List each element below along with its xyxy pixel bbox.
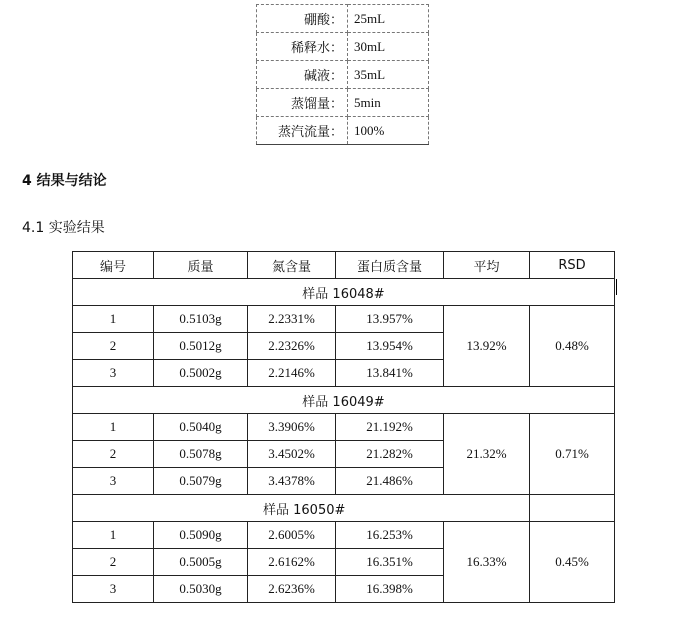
table-row <box>73 522 615 549</box>
group-label-row <box>73 387 615 414</box>
group-label: 样品 16049# <box>73 387 615 414</box>
cell-nitrogen: 3.4378% <box>248 468 336 495</box>
cell-number: 3 <box>73 360 154 387</box>
cell-mass: 0.5005g <box>154 549 248 576</box>
cell-number: 3 <box>73 468 154 495</box>
cell-number: 3 <box>73 576 154 603</box>
cell-rsd: 0.71% <box>530 414 615 495</box>
group-label-row <box>73 279 615 306</box>
header-number: 编号 <box>73 252 154 279</box>
cell-protein: 13.841% <box>336 360 444 387</box>
subsection-heading: 4.1 实验结果 <box>22 220 105 236</box>
header-mass: 质量 <box>154 252 248 279</box>
cell-mass: 0.5040g <box>154 414 248 441</box>
table-row <box>73 306 615 333</box>
cell-nitrogen: 2.2326% <box>248 333 336 360</box>
cell-nitrogen: 2.6162% <box>248 549 336 576</box>
cell-rsd: 0.45% <box>530 522 615 603</box>
cell-number: 2 <box>73 441 154 468</box>
cell-nitrogen: 2.6236% <box>248 576 336 603</box>
cell-mass: 0.5079g <box>154 468 248 495</box>
param-key: 蒸汽流量： <box>257 117 348 145</box>
cell-nitrogen: 2.6005% <box>248 522 336 549</box>
param-row <box>257 89 429 117</box>
results-header-row <box>73 252 615 279</box>
cell-nitrogen: 2.2331% <box>248 306 336 333</box>
param-value: 30mL <box>348 33 429 61</box>
cell-mass: 0.5030g <box>154 576 248 603</box>
cell-protein: 21.486% <box>336 468 444 495</box>
param-key: 稀释水： <box>257 33 348 61</box>
cell-mass: 0.5078g <box>154 441 248 468</box>
cell-rsd: 0.48% <box>530 306 615 387</box>
cell-protein: 13.954% <box>336 333 444 360</box>
cell-mass: 0.5002g <box>154 360 248 387</box>
cell-mass: 0.5103g <box>154 306 248 333</box>
cell-protein: 16.351% <box>336 549 444 576</box>
cell-number: 2 <box>73 549 154 576</box>
cell-nitrogen: 3.3906% <box>248 414 336 441</box>
group-label: 样品 16048# <box>73 279 615 306</box>
param-value: 100% <box>348 117 429 145</box>
cell-mass: 0.5090g <box>154 522 248 549</box>
cell-average: 21.32% <box>444 414 530 495</box>
param-row <box>257 5 429 33</box>
cell-mass: 0.5012g <box>154 333 248 360</box>
cell-protein: 16.253% <box>336 522 444 549</box>
header-nitrogen: 氮含量 <box>248 252 336 279</box>
param-key: 碱液： <box>257 61 348 89</box>
cell-nitrogen: 3.4502% <box>248 441 336 468</box>
group-label-row <box>73 495 615 522</box>
param-value: 5min <box>348 89 429 117</box>
cell-average: 13.92% <box>444 306 530 387</box>
cell-number: 1 <box>73 522 154 549</box>
cell-protein: 21.282% <box>336 441 444 468</box>
results-table <box>72 251 615 603</box>
param-row <box>257 33 429 61</box>
header-average: 平均 <box>444 252 530 279</box>
param-key: 硼酸： <box>257 5 348 33</box>
cell-number: 1 <box>73 306 154 333</box>
param-key: 蒸馏量： <box>257 89 348 117</box>
cell-protein: 13.957% <box>336 306 444 333</box>
cell-number: 2 <box>73 333 154 360</box>
section-heading: 4 结果与结论 <box>22 173 107 189</box>
table-row <box>73 414 615 441</box>
text-cursor <box>616 279 617 295</box>
group-label: 样品 16050# <box>73 495 530 522</box>
parameter-table <box>256 4 429 145</box>
param-row <box>257 117 429 145</box>
header-rsd: RSD <box>530 252 615 279</box>
param-row <box>257 61 429 89</box>
cell-protein: 21.192% <box>336 414 444 441</box>
param-value: 25mL <box>348 5 429 33</box>
cell-protein: 16.398% <box>336 576 444 603</box>
empty-cell <box>530 495 615 522</box>
header-protein: 蛋白质含量 <box>336 252 444 279</box>
cell-number: 1 <box>73 414 154 441</box>
param-value: 35mL <box>348 61 429 89</box>
cell-nitrogen: 2.2146% <box>248 360 336 387</box>
cell-average: 16.33% <box>444 522 530 603</box>
